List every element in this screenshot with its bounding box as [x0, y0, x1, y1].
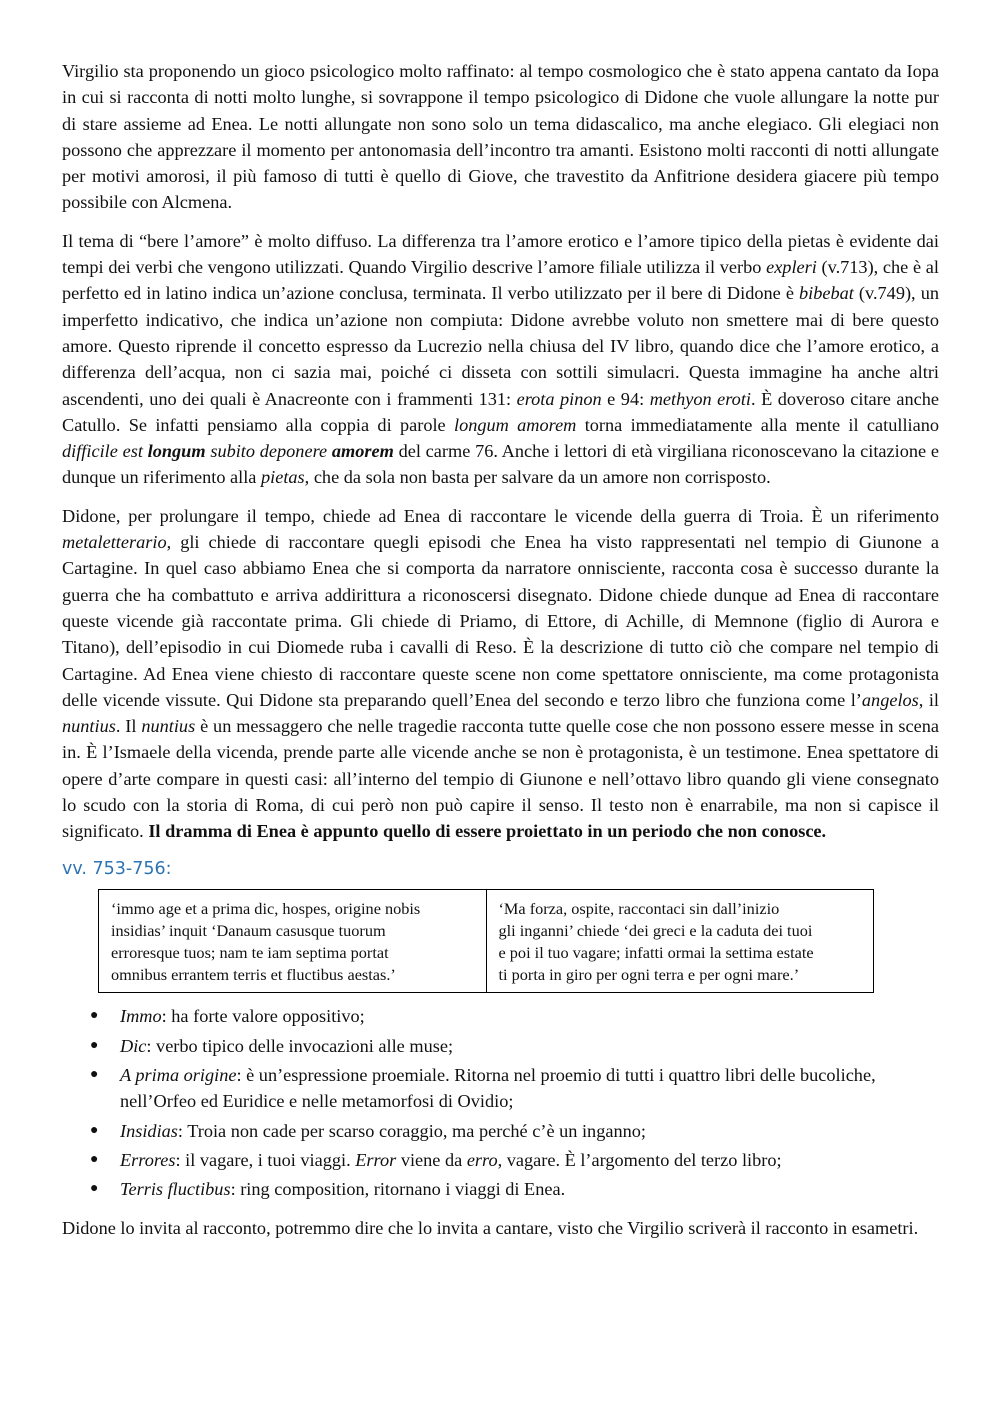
paragraph-racconto-troia: [62, 503, 939, 845]
latin-term: nuntius: [141, 716, 196, 737]
paragraph-conclusione: [62, 1215, 939, 1241]
paragraph-text: Virgilio sta proponendo un gioco psicologico molto raffinato: al tempo cosmologico che è stato appena cantato da Iopa in cui si racconta di notti molto lunghe, si sovrappone il tempo psicologico di Didone che vuole allungare la notte pur di stare assieme ad Enea. Le notti allungate non sono solo un tema didascalico, ma anche elegiaco. Gli elegiaci non possono che apprezzare il momento per antonomasia dell’incontro tra amanti. Esistono molti racconti di notti allungate per motivi amorosi, il più famoso di tutti è quello di Giove, che travestito da Anfitrione desidera giacere più tempo possibile con Alcmena.: [62, 61, 939, 213]
paragraph-text: (v.713), che è al perfetto ed in latino indica un’azione conclusa, terminata. Il verbo utilizzato per il bere di Didone è: [62, 257, 939, 304]
verse-line: insidias’ inquit ‘Danaum casusque tuorum: [111, 920, 386, 940]
translation-line: e poi il tuo vagare; infatti ormai la settima estate: [498, 943, 814, 963]
note-term: Dic: [120, 1035, 147, 1056]
paragraph-bere-amore: [62, 228, 939, 491]
paragraph-text: del carme 76. Anche i lettori di età virgiliana riconoscevano la citazione e dunque un riferimento alla: [62, 441, 939, 488]
italian-translation-cell: [486, 889, 874, 993]
verse-translation-table: [98, 889, 874, 994]
translation-line: ‘Ma forza, ospite, raccontaci sin dall’inizio: [498, 898, 780, 918]
bullet-icon: ●: [90, 1122, 99, 1138]
section-heading: vv. 753-756:: [62, 858, 172, 879]
greek-term: erota pinon: [516, 388, 602, 409]
note-text: : ring composition, ritornano i viaggi di Enea.: [230, 1179, 566, 1200]
latin-term: longum amorem: [453, 414, 577, 435]
note-text: : il vagare, i tuoi viaggi.: [175, 1149, 356, 1170]
list-item: [90, 1033, 939, 1059]
latin-term: nuntius: [62, 716, 116, 737]
greek-term: angelos: [861, 689, 919, 710]
paragraph-text: . Il: [115, 716, 142, 737]
bullet-icon: ●: [90, 1008, 99, 1024]
note-text: : Troia non cade per scarso coraggio, ma perché c’è un inganno;: [177, 1120, 646, 1141]
note-term: Immo: [120, 1006, 162, 1027]
paragraph-text: (v.749), un imperfetto indicativo, che indica un’azione non compiuta: Didone avrebbe voluto non smettere mai di bere questo amore. Questo riprende il concetto espresso da Lucrezio nella chiusa del IV libro, quando dice che l’amore erotico, a differenza dell’acqua, non ci sazia mai, poiché ci disseta con sottili simulacri. Questa immagine ha anche altri ascendenti, uno dei quali è Anacreonte con i frammenti 131:: [62, 283, 939, 409]
verse-line: omnibus errantem terris et fluctibus aestas.’: [111, 965, 396, 985]
paragraph-text: Didone lo invita al racconto, potremmo dire che lo invita a cantare, visto che Virgilio scriverà il racconto in esametri.: [62, 1217, 919, 1238]
verse-line: erroresque tuos; nam te iam septima portat: [111, 943, 389, 963]
paragraph-text: , il: [918, 689, 939, 710]
latin-term: expleri: [766, 257, 817, 278]
latin-quote: difficile est: [62, 441, 148, 462]
translation-line: ti porta in giro per ogni terra e per ogni mare.’: [498, 965, 800, 985]
note-text: : è un’espressione proemiale. Ritorna nel proemio di tutti i quattro libri delle bucoliche, nell’Orfeo ed Euridice e nelle metamorfosi di Ovidio;: [120, 1065, 876, 1112]
bullet-icon: ●: [90, 1067, 99, 1083]
bold-statement: Il dramma di Enea è appunto quello di essere proiettato in un periodo che non conosce.: [148, 821, 827, 842]
list-item: [90, 1147, 939, 1173]
note-term: A prima origine: [120, 1065, 237, 1086]
latin-quote-bold: amorem: [331, 441, 394, 462]
paragraph-text: , gli chiede di raccontare quegli episodi che Enea ha visto rappresentati nel tempio di Giunone a Cartagine. In quel caso abbiamo Enea che si comporta da narratore onnisciente, racconta cosa è successo durante la guerra che ha combattuto e arriva addirittura a riconoscersi disegnato. Didone chiede dunque ad Enea di raccontare queste vicende già raccontate prima. Gli chiede di Priamo, di Ettore, di Achille, di Memnone (figlio di Aurora e Titano), dell’episodio in cui Diomede ruba i cavalli di Reso. È la descrizione di tutto ciò che compare nel tempio di Cartagine. Ad Enea viene chiesto di raccontare queste scene non come spettatore onnisciente, ma come protagonista delle vicende vissute. Qui Didone sta preparando quell’Enea del secondo e terzo libro che funziona come l’: [62, 532, 939, 710]
document-page: [62, 58, 939, 1253]
italic-term: metaletterario: [62, 532, 167, 553]
paragraph-text: Il tema di “bere l’amore” è molto diffuso. La differenza tra l’amore erotico e l’amore tipico della pietas è evidente dai tempi dei verbi che vengono utilizzati. Quando Virgilio descrive l’amore filiale utilizza il verbo: [62, 230, 939, 278]
note-text: , vagare. È l’argomento del terzo libro;: [497, 1149, 782, 1170]
bullet-icon: ●: [90, 1037, 99, 1053]
list-item: [90, 1176, 939, 1202]
note-text: : verbo tipico delle invocazioni alle muse;: [146, 1035, 454, 1056]
note-term: Terris fluctibus: [120, 1179, 231, 1200]
list-item: [90, 1118, 939, 1144]
list-item: [90, 1003, 939, 1029]
note-text: viene da: [396, 1149, 467, 1170]
paragraph-text: torna immediatamente alla mente il catulliano: [576, 414, 939, 435]
notes-list: [62, 1003, 939, 1202]
paragraph-text: è un messaggero che nelle tragedie racconta tutte quelle cose che non possono essere messe in scena in. È l’Ismaele della vicenda, prende parte alle vicende anche se non è protagonista, è un testimone. Enea spettatore di opere d’arte compare in questi casi: all’interno del tempio di Giunone e nell’ottavo libro quando gli viene consegnato lo scudo con la storia di Roma, di cui però non può capire il senso. Il testo non è enarrabile, ma non si capisce il significato.: [62, 716, 939, 842]
note-term: Error: [355, 1149, 397, 1170]
paragraph-text: . È doveroso citare anche Catullo. Se infatti pensiamo alla coppia di parole: [62, 388, 939, 435]
paragraph-text: , che da sola non basta per salvare da un amore non corrisposto.: [304, 467, 771, 488]
latin-term: bibebat: [799, 283, 854, 304]
bullet-icon: ●: [90, 1151, 99, 1167]
bullet-icon: ●: [90, 1181, 99, 1197]
latin-quote: subito deponere: [205, 441, 332, 462]
latin-quote-bold: longum: [147, 441, 206, 462]
greek-term: methyon eroti: [649, 388, 751, 409]
note-term: Insidias: [120, 1120, 178, 1141]
paragraph-text: Didone, per prolungare il tempo, chiede ad Enea di raccontare le vicende della guerra di Troia. È un riferimento: [62, 505, 939, 526]
list-item: [90, 1062, 939, 1115]
paragraph-text: e 94:: [601, 388, 650, 409]
note-term: Errores: [120, 1149, 176, 1170]
paragraph-notti-allungate: [62, 58, 939, 216]
note-term: erro: [466, 1149, 498, 1170]
verse-line: ‘immo age et a prima dic, hospes, origine nobis: [111, 898, 421, 918]
note-text: : ha forte valore oppositivo;: [161, 1006, 365, 1027]
latin-verse-cell: [99, 889, 487, 993]
latin-term: pietas: [261, 467, 305, 488]
translation-line: gli inganni’ chiede ‘dei greci e la caduta dei tuoi: [498, 920, 813, 940]
